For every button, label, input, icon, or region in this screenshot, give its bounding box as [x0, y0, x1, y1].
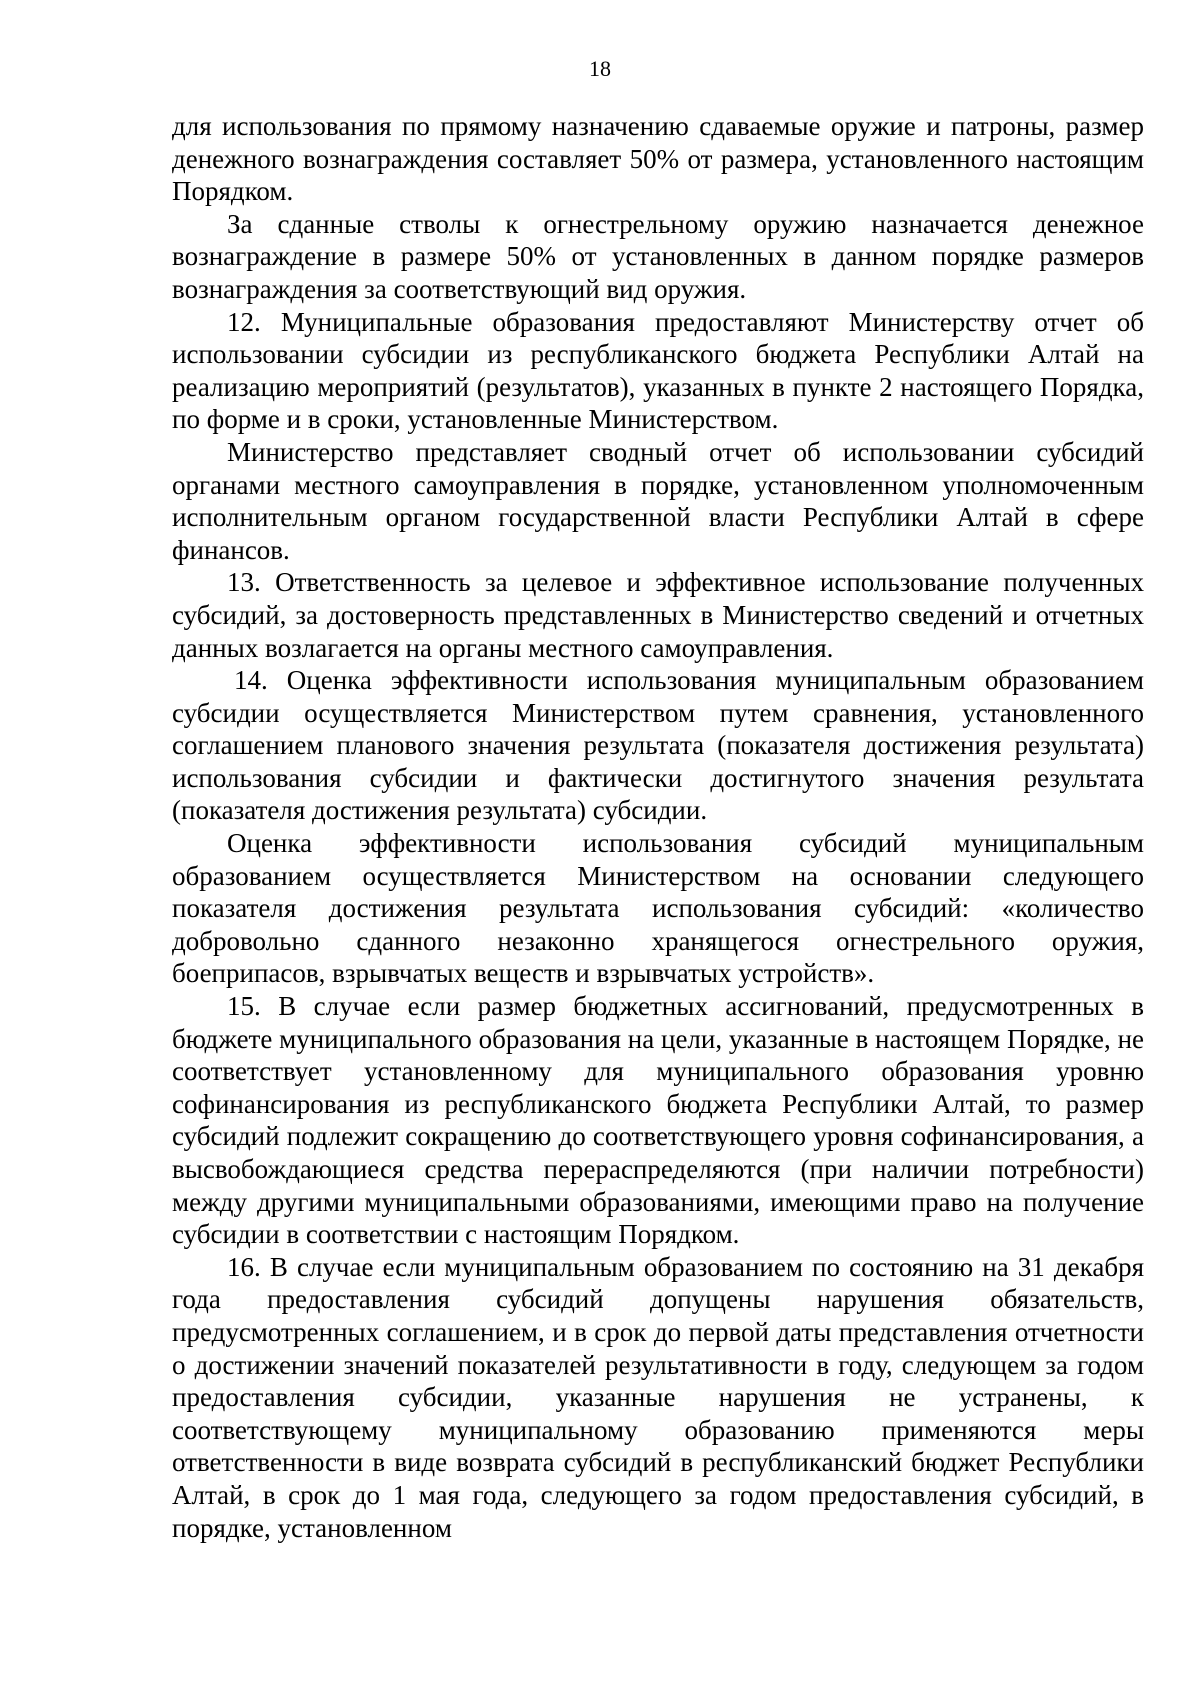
paragraph-efficiency-assessment: Оценка эффективности использования субсидий муниципальным образованием осуществляется Министерством на основании следующего показателя достижения результата использования субсидий: «количество добровольно сданного незаконно хранящегося огнестрельного оружия, боеприпасов, взрывчатых веществ и взрывчатых устройств».	[172, 828, 1144, 989]
document-body	[172, 110, 1144, 1544]
paragraph-15: 15. В случае если размер бюджетных ассигнований, предусмотренных в бюджете муниципального образования на цели, указанные в настоящем Порядке, не соответствует установленному для муниципального образования уровню софинансирования из республиканского бюджета Республики Алтай, то размер субсидий подлежит сокращению до соответствующего уровня софинансирования, а высвобождающиеся средства перераспределяются (при наличии потребности) между другими муниципальными образованиями, имеющими право на получение субсидии в соответствии с настоящим Порядком.	[172, 991, 1144, 1250]
paragraph-barrels-reward: За сданные стволы к огнестрельному оружию назначается денежное вознаграждение в размере 50% от установленных в данном порядке размеров вознаграждения за соответствующий вид оружия.	[172, 208, 1144, 304]
paragraph-12: 12. Муниципальные образования предоставляют Министерству отчет об использовании субсидии из республиканского бюджета Республики Алтай на реализацию мероприятий (результатов), указанных в пункте 2 настоящего Порядка, по форме и в сроки, установленные Министерством.	[172, 306, 1144, 435]
page-number: 18	[589, 56, 611, 81]
paragraph-13: 13. Ответственность за целевое и эффективное использование полученных субсидий, за достоверность представленных в Министерство сведений и отчетных данных возлагается на органы местного самоуправления.	[172, 567, 1144, 663]
paragraph-ministry-report: Министерство представляет сводный отчет об использовании субсидий органами местного самоуправления в порядке, установленном уполномоченным исполнительным органом государственной власти Республики Алтай в сфере финансов.	[172, 436, 1144, 565]
paragraph-continuation: для использования по прямому назначению сдаваемые оружие и патроны, размер денежного вознаграждения составляет 50% от размера, установленного настоящим Порядком.	[172, 111, 1144, 207]
paragraph-16: 16. В случае если муниципальным образованием по состоянию на 31 декабря года предоставления субсидий допущены нарушения обязательств, предусмотренных соглашением, и в срок до первой даты представления отчетности о достижении значений показателей результативности в году, следующем за годом предоставления субсидии, указанные нарушения не устранены, к соответствующему муниципальному образованию применяются меры ответственности в виде возврата субсидий в республиканский бюджет Республики Алтай, в срок до 1 мая года, следующего за годом предоставления субсидий, в порядке, установленном	[172, 1251, 1144, 1543]
paragraph-14: 14. Оценка эффективности использования муниципальным образованием субсидии осуществляется Министерством путем сравнения, установленного соглашением планового значения результата (показателя достижения результата) использования субсидии и фактически достигнутого значения результата (показателя достижения результата) субсидии.	[172, 665, 1144, 826]
